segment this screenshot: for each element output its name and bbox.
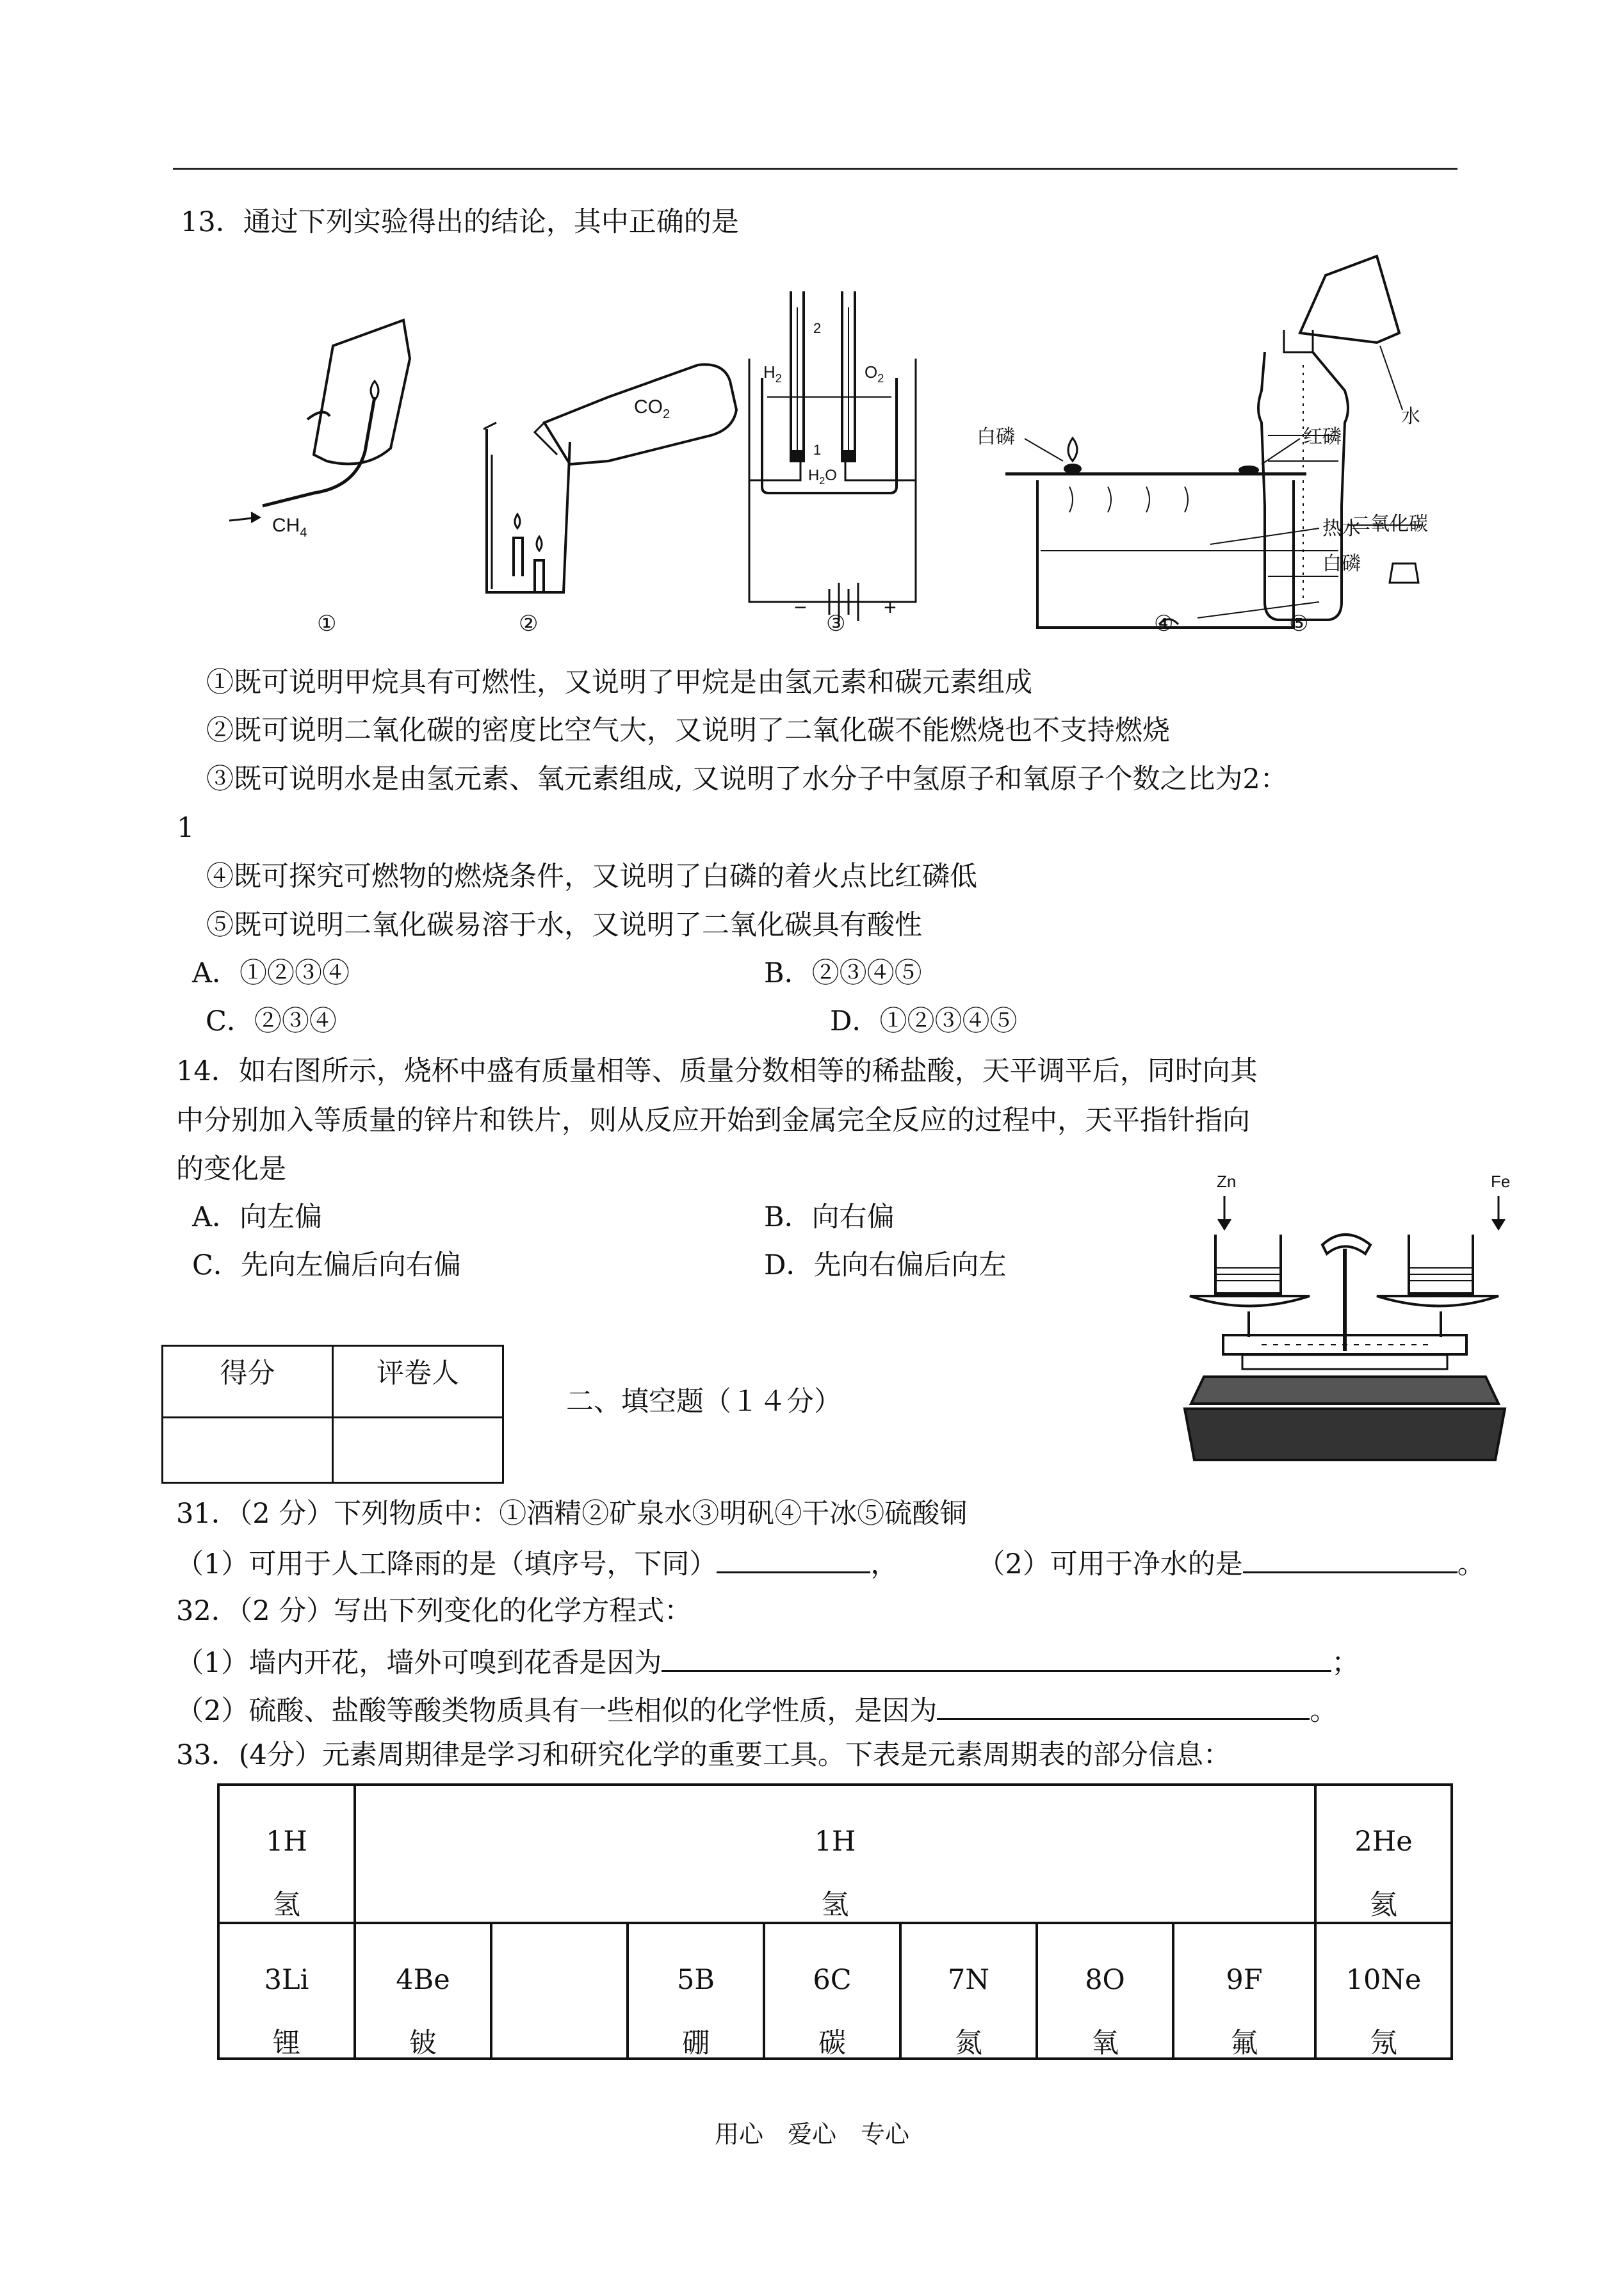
balance-left-pan: [1190, 1296, 1310, 1306]
q31-answer-1-blank[interactable]: [717, 1548, 870, 1573]
exp2-candle-low: [514, 538, 523, 576]
pt-symbol: 2He: [1354, 1826, 1413, 1858]
pt-cell-r2-ne: [1314, 1922, 1453, 2060]
pt-name: 锂: [273, 2027, 300, 2059]
q13-statement-5: ⑤既可说明二氧化碳易溶于水，又说明了二氧化碳具有酸性: [206, 909, 922, 941]
label-h2o: $H_2O$: [808, 467, 837, 487]
q33-stem: 33．(4分）元素周期律是学习和研究化学的重要工具。下表是元素周期表的部分信息：: [176, 1739, 1231, 1771]
pt-cell-r2-empty: [490, 1922, 629, 2060]
score-header: 得分: [163, 1346, 333, 1418]
pt-symbol: 5B: [677, 1964, 715, 1996]
q31-answers-line: [176, 1548, 1485, 1578]
q31-stem: 31．（2 分）下列物质中：①酒精②矿泉水③明矾④干冰⑤硫酸铜: [176, 1498, 968, 1530]
pt-symbol: 4Be: [396, 1964, 450, 1996]
exp5-bottle-cap: [1390, 564, 1418, 583]
caption-1: ①: [317, 612, 337, 636]
grader-header: 评卷人: [333, 1346, 503, 1418]
q31-sub2: （2）可用于净水的是: [977, 1548, 1243, 1580]
pt-name: 氟: [1230, 2027, 1258, 2059]
pt-cell-r1-he: [1314, 1783, 1453, 1924]
pt-symbol: 6C: [813, 1964, 852, 1996]
q32-stem: 32．（2 分）写出下列变化的化学方程式：: [176, 1595, 692, 1627]
balance-right-beaker: [1409, 1235, 1473, 1293]
header-rule: [173, 168, 1458, 170]
label-zn: Zn: [1217, 1172, 1237, 1191]
q13-statement-4: ④既可探究可燃物的燃烧条件，又说明了白磷的着火点比红磷低: [206, 861, 977, 893]
exp5-water-beaker: [1300, 256, 1399, 343]
q13-option-a: A．①②③④: [192, 957, 350, 989]
section2-title: 二、填空题（１４分）: [566, 1386, 841, 1418]
q14-option-c: C．先向左偏后向右偏: [192, 1249, 461, 1281]
q13-statement-1: ①既可说明甲烷具有可燃性，又说明了甲烷是由氢元素和碳元素组成: [206, 667, 1032, 699]
exp1-inverted-beaker: [314, 320, 410, 464]
q13-statement-3: ③既可说明水是由氢元素、氧元素组成, 又说明了水分子中氢原子和氧原子个数之比为2：: [206, 763, 1288, 795]
label-fe: Fe: [1491, 1172, 1511, 1191]
q14-line-3: 的变化是: [176, 1153, 286, 1185]
balance-plinth: [1185, 1409, 1505, 1460]
label-water: 水: [1401, 406, 1420, 427]
label-scale-1: 1: [813, 442, 822, 458]
label-plus: +: [884, 596, 897, 620]
label-hot-water: 热水: [1322, 518, 1361, 539]
label-white-phosphorus-bottom: 白磷: [1322, 553, 1361, 574]
pt-symbol: 1H: [814, 1826, 856, 1858]
q31-end: 。: [1457, 1548, 1485, 1580]
balance-left-beaker: [1215, 1235, 1281, 1293]
q13-experiment-figure: [211, 269, 1428, 653]
q13-option-c: C．②③④: [206, 1005, 337, 1037]
score-cell[interactable]: [163, 1418, 333, 1483]
pt-name: 氮: [955, 2027, 982, 2059]
caption-3: ③: [826, 612, 846, 636]
pt-name: 氢: [821, 1889, 849, 1921]
exp4-combustion: [1005, 438, 1319, 628]
pt-name: 铍: [409, 2027, 437, 2059]
label-scale-2: 2: [813, 320, 822, 336]
q32-sub2-end: 。: [1310, 1695, 1338, 1727]
pt-name: 氖: [1370, 2027, 1397, 2059]
q32-answer-2-blank[interactable]: [937, 1695, 1310, 1720]
caption-2: ②: [519, 612, 539, 636]
pt-cell-r2-n: [899, 1922, 1038, 2060]
caption-4: ④: [1154, 612, 1174, 636]
label-o2: $O_2$: [865, 362, 884, 385]
q32-sub2: （2）硫酸、盐酸等酸类物质具有一些相似的化学性质，是因为: [176, 1695, 938, 1727]
exp1-beaker-lip: [307, 412, 330, 419]
grader-cell[interactable]: [333, 1418, 503, 1483]
pt-cell-r1-h-left: [217, 1783, 356, 1924]
q32-sub1: （1）墙内开花，墙外可嗅到花香是因为: [176, 1647, 662, 1679]
balance-right-pan: [1377, 1296, 1498, 1306]
pt-cell-r2-li: [217, 1922, 356, 2060]
pt-name: 碳: [818, 2027, 846, 2059]
label-h2: $H_2$: [763, 362, 782, 385]
pt-symbol: 8O: [1085, 1964, 1125, 1996]
pt-name: 氦: [1370, 1889, 1397, 1921]
q14-option-b: B．向右偏: [764, 1201, 895, 1233]
q14-option-a: A．向左偏: [192, 1201, 323, 1233]
pt-symbol: 10Ne: [1345, 1964, 1422, 1996]
pt-cell-r2-b: [626, 1922, 765, 2060]
pt-name: 氧: [1091, 2027, 1119, 2059]
q32-sub1-line: [176, 1647, 1359, 1677]
exp4-beaker: [1037, 480, 1294, 628]
q14-balance-figure: [1185, 1165, 1511, 1466]
pt-cell-r2-o: [1035, 1922, 1174, 2060]
page-footer: 用心 爱心 专心: [714, 2120, 909, 2148]
pt-cell-r2-c: [763, 1922, 902, 2060]
label-ch4: $CH_4$: [272, 515, 307, 540]
exp2-candle-high: [535, 560, 544, 592]
pt-cell-r2-be: [353, 1922, 492, 2060]
exp2-co2-pouring: [483, 364, 736, 592]
q32-sub2-line: [176, 1695, 1337, 1725]
exp5-plastic-bottle: [1258, 352, 1348, 620]
pt-symbol: 7N: [948, 1964, 989, 1996]
balance-base: [1191, 1377, 1498, 1404]
pt-cell-r2-f: [1172, 1922, 1317, 2060]
pt-symbol: 9F: [1226, 1964, 1263, 1996]
q13-option-d: D．①②③④⑤: [830, 1005, 1018, 1037]
label-minus: −: [794, 596, 807, 620]
label-white-phosphorus-top: 白磷: [977, 426, 1015, 448]
label-red-phosphorus: 红磷: [1303, 426, 1342, 448]
score-table: [161, 1345, 504, 1484]
q31-sub1: （1）可用于人工降雨的是（填序号，下同）: [176, 1548, 717, 1580]
exp2-beaker: [487, 429, 570, 592]
pt-cell-r1-h-wide: [353, 1783, 1317, 1924]
q31-separator: ，: [870, 1548, 898, 1580]
exp3-electrolysis: [749, 291, 916, 621]
q13-option-b: B．②③④⑤: [764, 957, 922, 989]
pt-symbol: 1H: [266, 1826, 307, 1858]
exp4-flame: [1068, 438, 1077, 461]
q14-line-2: 中分别加入等质量的锌片和铁片，则从反应开始到金属完全反应的过程中，天平指针指向: [176, 1105, 1250, 1137]
pt-name: 硼: [682, 2027, 710, 2059]
q14-option-d: D．先向右偏后向左: [764, 1249, 1007, 1281]
exp1-methane-burning: [229, 320, 410, 523]
caption-5: ⑤: [1289, 612, 1309, 636]
pt-name: 氢: [273, 1889, 300, 1921]
q14-line-1: 14．如右图所示，烧杯中盛有质量相等、质量分数相等的稀盐酸，天平调平后，同时向其: [176, 1055, 1258, 1087]
q32-sub1-end: ；: [1331, 1647, 1360, 1679]
q13-statement-3-cont: 1: [177, 812, 195, 844]
q13-statement-2: ②既可说明二氧化碳的密度比空气大，又说明了二氧化碳不能燃烧也不支持燃烧: [206, 715, 1170, 747]
q31-answer-2-blank[interactable]: [1243, 1548, 1458, 1573]
q13-stem: 13．通过下列实验得出的结论，其中正确的是: [181, 206, 739, 238]
label-co2-cn: 二氧化碳: [1351, 514, 1428, 535]
q32-answer-1-blank[interactable]: [662, 1647, 1331, 1672]
label-co2: $CO_2$: [634, 396, 670, 421]
pt-symbol: 3Li: [264, 1964, 309, 1996]
